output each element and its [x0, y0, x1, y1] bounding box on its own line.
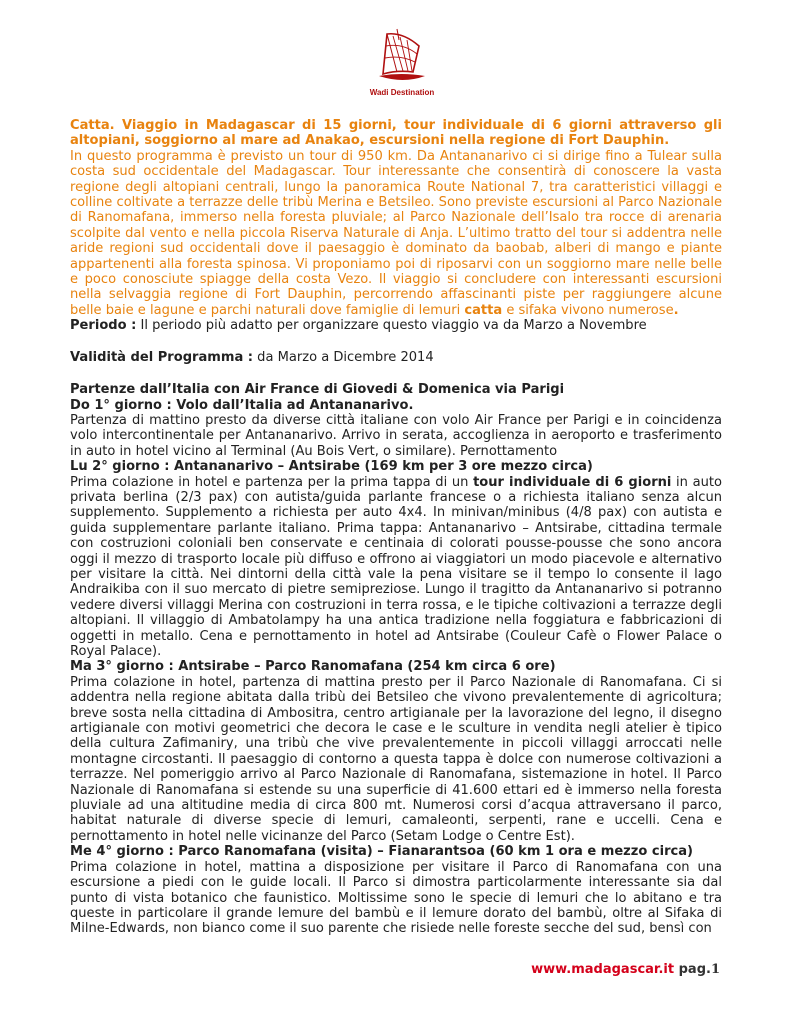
day-4-heading: Me 4° giorno : Parco Ranomafana (visita) – Fianarantsoa (60 km 1 ora e mezzo circa)	[70, 844, 694, 860]
footer-page-label: pag.	[674, 962, 711, 977]
day-2-text-b: in auto privata berlina (2/3 pax) con autista/guida parlante francese o a richiesta italiano senza alcun supplemento. Supplemento a richiesta per auto 4x4. In minivan/minibus (4/8 pax) con autista e guida supplementare parlante italiano. Prima tappa: Antananarivo – Antsirabe, cittadina termale con costruzioni coloniali ben conservate e centinaia di colorati pousse-pousse che sono ancora oggi il mezzo di trasporto locale più diffuso e offrono ai viaggiatori un modo piacevole e alternativo per visitare la città. Nei dintorni della città vale la pena visitare se il tempo lo consente il lago Andraikiba con il suo mercato di pietre semipreziose. Lungo il tragitto da Antananarivo si potranno vedere diversi villaggi Merina con costruzioni in terra rossa, e le tipiche coltivazioni a terrazze degli altopiani. Il villaggio di Ambatolampy ha una antica tradizione nella foggiatura e fabbricazioni di oggetti in metallo. Cena e pernottamento in hotel ad Antsirabe (Couleur Cafè o Flower Palace o Royal Palace).	[70, 474, 722, 659]
wadi-destination-logo	[362, 28, 442, 104]
intro-text-a: In questo programma è previsto un tour di 950 km. Da Antananarivo ci si dirige fino a Tulear sulla costa sud occidentale del Madagascar. Tour interessante che consentirà di conoscere la vasta regione degli altopiani centrali, lungo la panoramica Route National 7, tra caratteristici villaggi e colline coltivate a terrazze delle tribù Merina e Betsileo. Sono previste escursioni al Parco Nazionale di Ranomafana, immerso nella foresta pluviale; al Parco Nazionale dell’Isalo tra rocce di arenaria scolpite dal vento e nella piccola Riserva Naturale di Anja. L’ultimo tratto del tour si addentra nelle aride regioni sud occidentali dove il paesaggio è dominato da baobab, alberi di mango e piante appartenenti alla foresta spinosa. Vi proponiamo poi di riposarvi con un soggiorno mare nelle belle e poco conosciute spiagge della costa Vezo. Il viaggio si concludere con interessanti escursioni nella selvaggia regione di Fort Dauphin, percorrendo affascinanti piste per raggiungere alcune belle baie e lagune e parchi naturali dove famiglie di lemuri	[70, 148, 722, 318]
intro-paragraph	[70, 149, 722, 318]
day-2-text-bold: tour individuale di 6 giorni	[473, 474, 672, 490]
intro-text-b: e sifaka vivono numerose	[502, 302, 674, 318]
footer-url-link[interactable]: www.madagascar.it	[531, 962, 675, 977]
day-4-text: Prima colazione in hotel, mattina a disposizione per visitare il Parco di Ranomafana con una escursione a piedi con le guide locali. Il Parco si dimostra particolarmente interessante sia dal punto di vista botanico che faunistico. Moltissime sono le specie di lemuri che lo abitano e tra queste in particolare il grande lemure del bambù e il lemure dorato del bambù, oltre al Sifaka di Milne-Edwards, non bianco come il suo parente che risiede nelle foreste secche del sud, bensì con	[70, 859, 722, 937]
day-2-heading: Lu 2° giorno : Antananarivo – Antsirabe (169 km per 3 ore mezzo circa)	[70, 459, 593, 475]
day-1-text: Partenza di mattino presto da diverse città italiane con volo Air France per Parigi e in coincidenza volo intercontinentale per Antananarivo. Arrivo in serata, accoglienza in aeroporto e trasferimento in auto in hotel vicino al Terminal (Au Bois Vert, o similare). Pernottamento	[70, 412, 722, 459]
sailboat-logo-icon	[373, 28, 431, 88]
intro-text-end: .	[673, 302, 679, 318]
periodo-line	[70, 318, 722, 333]
day-1-heading: Do 1° giorno : Volo dall’Italia ad Antananarivo.	[70, 397, 414, 413]
document-body	[70, 118, 722, 937]
intro-text-bold: catta	[464, 302, 503, 318]
periodo-label: Periodo :	[70, 318, 137, 334]
day-2-text	[70, 475, 722, 660]
page-footer	[531, 962, 720, 977]
intro-title: Catta. Viaggio in Madagascar di 15 giorni, tour individuale di 6 giorni attraverso gli altopiani, soggiorno al mare ad Anakao, escursioni nella regione di Fort Dauphin.	[70, 118, 722, 149]
validita-text: da Marzo a Dicembre 2014	[253, 349, 434, 365]
footer-page-number: 1	[710, 962, 720, 977]
day-3-text: Prima colazione in hotel, partenza di mattina presto per il Parco Nazionale di Ranomafana. Ci si addentra nella regione abitata dalla tribù dei Betsileo che vivono prevalentemente di agricoltura; breve sosta nella cittadina di Ambositra, centro artigianale per la lavorazione del legno, il disegno artigianale con motivi geometrici che decora le case e le sculture in vendita negli atelier è tipico della cultura Zafimaniry, una tribù che vive prevalentemente in piccoli villaggi arroccati nelle montagne circostanti. Il paesaggio di contorno a questa tappa è dolce con numerose coltivazioni a terrazze. Nel pomeriggio arrivo al Parco Nazionale di Ranomafana, sistemazione in hotel. Il Parco Nazionale di Ranomafana si estende su una superficie di 41.600 ettari ed è immerso nella foresta pluviale ad una altitudine media di circa 800 mt. Numerosi corsi d’acqua attraversano il parco, habitat naturale di diverse specie di lemuri, camaleonti, serpenti, rane e uccelli. Cena e pernottamento in hotel nelle vicinanze del Parco (Setam Lodge o Centre Est).	[70, 674, 722, 844]
day-3-heading: Ma 3° giorno : Antsirabe – Parco Ranomafana (254 km circa 6 ore)	[70, 659, 556, 675]
partenze-heading: Partenze dall’Italia con Air France di Giovedi & Domenica via Parigi	[70, 382, 565, 398]
periodo-text: Il periodo più adatto per organizzare questo viaggio va da Marzo a Novembre	[136, 318, 647, 334]
day-2-text-a: Prima colazione in hotel e partenza per la prima tappa di un	[70, 474, 474, 490]
validita-line	[70, 350, 722, 365]
logo-brand-text: Wadi Destination	[369, 88, 435, 97]
validita-label: Validità del Programma :	[70, 349, 254, 365]
